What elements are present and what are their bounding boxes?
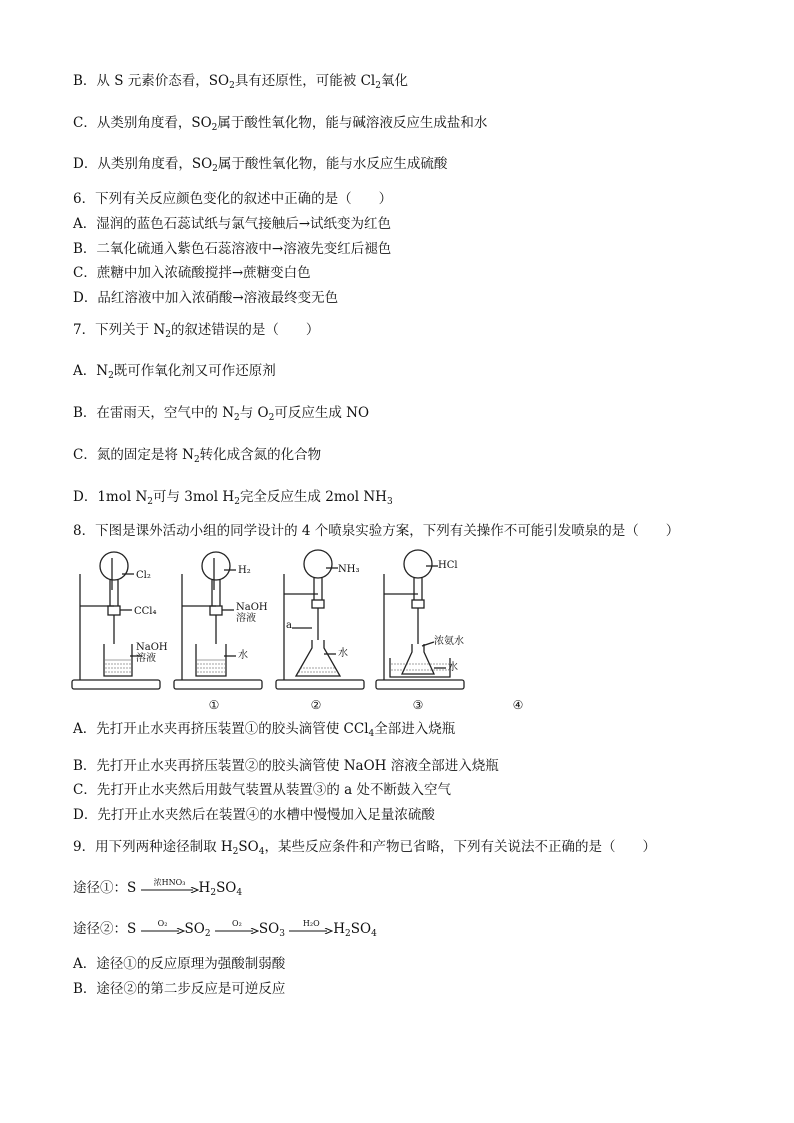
q9-option-a: A．途径①的反应原理为强酸制弱酸 (73, 956, 286, 972)
q9-option-b: B．途径②的第二步反应是可逆反应 (73, 981, 286, 997)
apparatus-3-valve-label: a (286, 620, 292, 631)
q6-stem: 6．下列有关反应颜色变化的叙述中正确的是（ ） (73, 191, 393, 207)
q6-option-b: B．二氧化硫通入紫色石蕊溶液中→溶液先变红后褪色 (73, 241, 392, 257)
apparatus-4-trough-label: 水 (448, 662, 458, 673)
q7-option-a: A．$N_2$既可作氧化剂又可作还原剂 (73, 363, 276, 381)
q7-stem: 7．下列关于 $N_2$的叙述错误的是（ ） (73, 322, 320, 340)
q7-option-d: D．1mol $N_2$可与 3mol $H_2$完全反应生成 2mol $NH_3$ (73, 489, 393, 507)
apparatus-4-flask-label: 浓氨水 (434, 636, 464, 647)
apparatus-2-dropper-label: NaOH 溶液 (236, 602, 268, 624)
apparatus-3-gas-label: NH₃ (338, 564, 360, 575)
q5-option-d: D．从类别角度看，$SO_2$属于酸性氧化物，能与水反应生成硫酸 (73, 156, 448, 174)
apparatus-4-gas-label: HCl (438, 560, 458, 571)
reaction-arrow: O₂ (141, 921, 185, 939)
apparatus-2-gas-label: H₂ (238, 565, 251, 576)
q5-option-c: C．从类别角度看，$SO_2$属于酸性氧化物，能与碱溶液反应生成盐和水 (73, 115, 488, 133)
q9-route-2: 途径②：S O₂ $SO_2$ O₂ $SO_3$ H₂O $H_2SO_4$ (73, 918, 377, 939)
fountain-apparatus-figure (70, 544, 524, 712)
q8-option-b: B．先打开止水夹再挤压装置②的胶头滴管使 NaOH 溶液全部进入烧瓶 (73, 758, 499, 774)
reaction-arrow: O₂ (215, 921, 259, 939)
q5-option-b: B．从 S 元素价态看，$SO_2$具有还原性，可能被 $Cl_2$氧化 (73, 73, 408, 91)
q8-option-a: A．先打开止水夹再挤压装置①的胶头滴管使 CCl$_4$全部进入烧瓶 (73, 721, 456, 739)
apparatus-3 (274, 544, 424, 712)
q6-option-c: C．蔗糖中加入浓硫酸搅拌→蔗糖变白色 (73, 265, 311, 281)
q9-stem: 9．用下列两种途径制取 $H_2SO_4$，某些反应条件和产物已省略，下列有关说法不正确的是（ ） (73, 839, 656, 857)
q7-option-b: B．在雷雨天，空气中的 $N_2$与 $O_2$可反应生成 NO (73, 405, 370, 423)
apparatus-2-caption: ② (310, 698, 322, 712)
q6-option-d: D．品红溶液中加入浓硝酸→溶液最终变无色 (73, 290, 339, 306)
q6-option-a: A．湿润的蓝色石蕊试纸与氯气接触后→试纸变为红色 (73, 216, 392, 232)
apparatus-1 (70, 544, 220, 712)
apparatus-3-flask-label: 水 (338, 648, 348, 659)
apparatus-4-caption: ④ (512, 698, 524, 712)
apparatus-2 (172, 544, 322, 712)
reaction-arrow: H₂O (289, 921, 333, 939)
q7-option-c: C．氮的固定是将 $N_2$转化成含氮的化合物 (73, 447, 322, 465)
apparatus-1-beaker-label: NaOH 溶液 (136, 642, 168, 664)
apparatus-3-caption: ③ (412, 698, 424, 712)
reaction-arrow: 浓HNO₃ (141, 880, 199, 898)
apparatus-2-beaker-label: 水 (238, 650, 248, 661)
q8-option-c: C．先打开止水夹然后用鼓气装置从装置③的 a 处不断鼓入空气 (73, 782, 451, 798)
apparatus-1-drawing (70, 544, 166, 694)
apparatus-1-gas-label: Cl₂ (136, 570, 151, 581)
apparatus-4 (374, 544, 524, 712)
apparatus-1-caption: ① (208, 698, 220, 712)
q8-option-d: D．先打开止水夹然后在装置④的水槽中慢慢加入足量浓硫酸 (73, 807, 435, 823)
q8-stem: 8．下图是课外活动小组的同学设计的 4 个喷泉实验方案，下列有关操作不可能引发喷泉的是（ ） (73, 523, 680, 539)
apparatus-1-dropper-label: CCl₄ (134, 606, 157, 617)
q9-route-1: 途径①：S 浓HNO₃ $H_2SO_4$ (73, 877, 243, 898)
